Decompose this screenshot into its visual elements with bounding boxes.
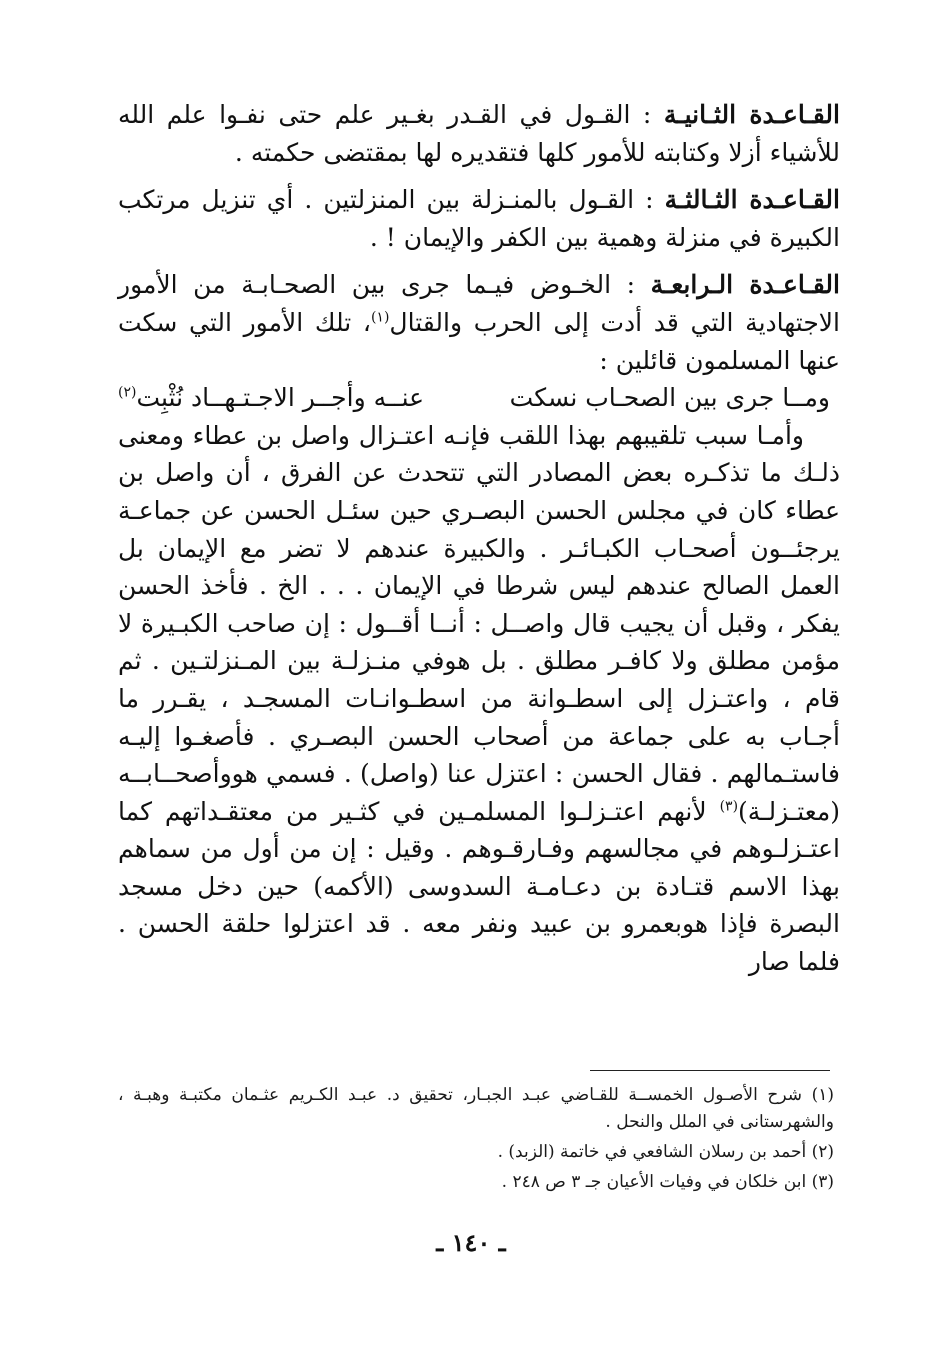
footnote-3: (٣) ابن خلكان في وفيات الأعيان جـ ٣ ص ٢٤٨ . — [501, 1172, 834, 1192]
footnotes — [118, 1082, 834, 1199]
footnote-2: (٢) أحمد بن رسلان الشافعي في خاتمة (الزبد) . — [497, 1142, 834, 1162]
paragraph-fourth-rule — [118, 266, 840, 379]
main-text-b: لأنهم اعتـزلـوا المسلمـين في كثـير من معتقـداتهم كما اعتـزلـوهم في مجالسهم وفـارقـوهم . وقيل : إن من أول من سماهم بهذا الاسم قتـادة بن دعـامـة السدوسى (الأكمه) حين دخل مسجد البصرة فإذا هوبعمرو بن عبيد ونفر معه . قد اعتزلوا حلقة الحسن . فلما صار — [118, 796, 840, 977]
poem-verse — [118, 379, 840, 417]
paragraph-third-rule — [118, 181, 840, 256]
rule-text-second: : القـول في القـدر بغـير علم حتى نفـوا علم الله للأشياء أزلا وكتابته للأمور كلها فتقديره لها بمقتضى حكمته . — [118, 100, 840, 167]
footnote-ref-3: (٣) — [719, 798, 739, 815]
paragraph-second-rule — [118, 96, 840, 171]
document-body — [118, 96, 840, 981]
page-number: ـ ١٤٠ ـ — [436, 1228, 506, 1257]
rule-text-third: : القـول بالمنـزلة بين المنزلتين . أي تنزيل مرتكب الكبيرة في منزلة وهمية بين الكفر والإيمان ! . — [118, 185, 840, 252]
footnote-ref-1: (١) — [370, 309, 390, 326]
rule-text-fourth-b: ، تلك الأمور التي سكت عنها المسلمون قائلين : — [118, 307, 840, 375]
main-text-a: وأمـا سبب تلقيبهم بهذا اللقب فإنـه اعتـزال واصل بن عطاء ومعنى ذلـك ما تذكـره بعض المصادر التي تتحدث عن الفرق ، أن واصل بن عطاء كان في مجلس الحسن البصـري حين سئـل الحسن عن جماعـة يرجئــون أصحـاب الكبـائـر . والكبيرة عندهم لا تضر مع الإيمان بل العمل الصالح عندهم ليس شرطا في الإيمان . . . الخ . فأخذ الحسن يفكر ، وقبل أن يجيب قال واصــل : أنــا أقــول : إن صاحب الكبـيرة لا مؤمن مطلق ولا كافـر مطلق . بل هوفي منـزلـة بين المـنزلتـين . ثم قام ، واعتـزل إلى اسطـوانة من اسطـوانـات المسجـد ، يقـرر ما أجـاب به على جماعة من أصحاب الحسن البصـري . فأصغـوا إليـه فاستـمالهم . فقال الحسن : اعتزل عنا (واصل) . فسمي هووأصحــابــه (معتـزلـة) — [118, 420, 840, 826]
verse-second-hemistich-wrap — [118, 379, 424, 417]
verse-second-hemistich: عنــه وأجــر الاجـتـهــاد نُثْبِت — [136, 383, 425, 413]
rule-title-second: القـاعـدة الثـانيـة — [663, 100, 840, 129]
rule-text-fourth-a: : الخـوض فيـما جرى بين الصحـابـة من الأمور الاجتهادية التي قد أدت إلى الحرب والقتال — [118, 270, 840, 337]
rule-title-third: القـاعـدة الثـالثـة — [664, 185, 840, 215]
footnote-ref-2: (٢) — [118, 384, 137, 401]
footnote-separator — [590, 1070, 830, 1071]
rule-title-fourth: القـاعـدة الـرابعـة — [650, 270, 840, 300]
paragraph-main — [118, 417, 840, 981]
footnote-1: (١) شرح الأصـول الخمســة للقـاضي عبـد الجبـار، تحقيق د. عبـد الكـريم عثـمان مكتبـة وهبـة ، والشهرستانى في الملل والنحل . — [118, 1085, 834, 1132]
verse-first-hemistich: ومــا جرى بين الصحـاب نسكت — [509, 383, 830, 413]
